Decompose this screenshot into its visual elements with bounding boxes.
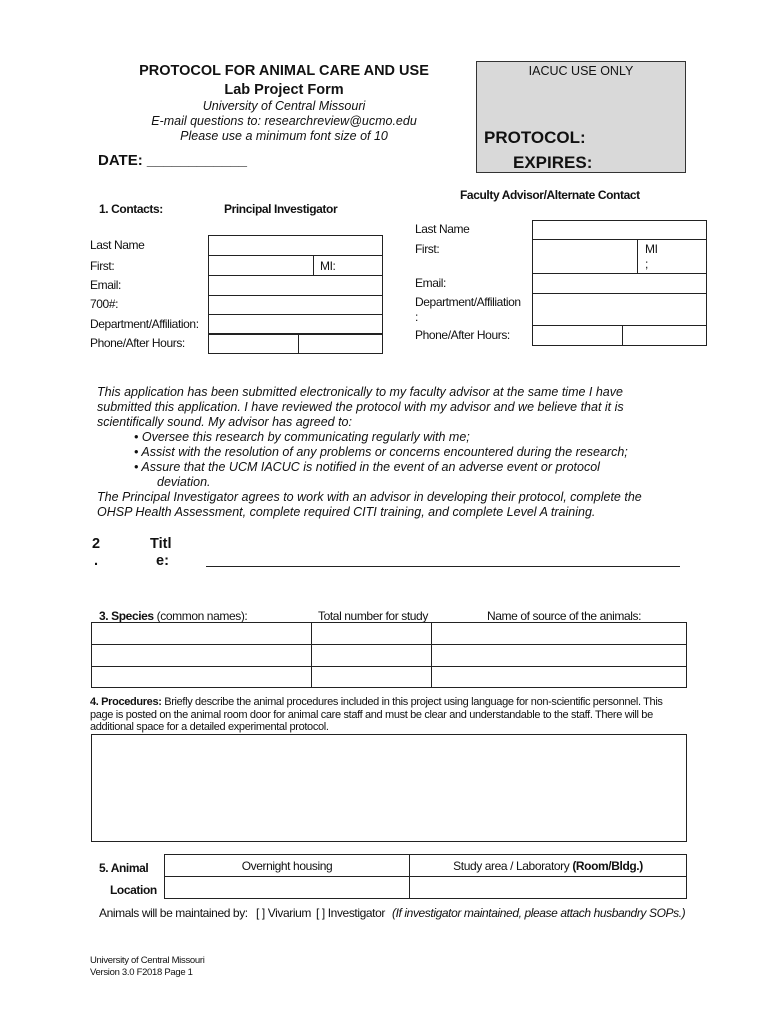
pi-mi-label: MI: (320, 259, 336, 273)
iacuc-title: IACUC USE ONLY (528, 64, 634, 78)
advisor-heading: Faculty Advisor/Alternate Contact (460, 188, 640, 202)
housing-header-cell (164, 854, 410, 877)
pi-last-name-field[interactable] (208, 235, 383, 256)
advisor-dept-colon: : (415, 310, 418, 324)
statement-bullet: • Assist with the resolution of any problems or concerns encountered during the research; (134, 445, 628, 459)
species-name-cell[interactable] (91, 666, 312, 688)
room-bldg-text: (Room/Bldg.) (572, 859, 643, 873)
procedures-text: Briefly describe the animal procedures included in this project using language for non-scientific personnel. This (161, 696, 663, 708)
procedures-text: page is posted on the animal room door for animal care staff and must be clear and understandable to the staff. There will be (90, 708, 653, 721)
footer-version: Version 3.0 F2018 Page 1 (90, 967, 193, 978)
pi-dept-field[interactable] (208, 314, 383, 334)
form-title: PROTOCOL FOR ANIMAL CARE AND USE (139, 63, 429, 79)
statement-bullet-continuation: deviation. (157, 475, 211, 489)
title-input-line[interactable] (206, 566, 680, 567)
footer (90, 955, 205, 979)
statement-line: The Principal Investigator agrees to work with an advisor in developing their protocol, complete the (97, 490, 642, 504)
font-size-note: Please use a minimum font size of 10 (180, 129, 388, 143)
statement-line: This application has been submitted electronically to my faculty advisor at the same time I have (97, 385, 623, 399)
advisor-first-label: First: (415, 242, 440, 256)
advisor-mi-semicolon: ; (645, 257, 648, 271)
pi-dept-label: Department/Affiliation: (90, 317, 199, 331)
pi-phone-label: Phone/After Hours: (90, 336, 185, 350)
advisor-dept-field[interactable] (532, 293, 707, 326)
pi-heading: Principal Investigator (224, 202, 338, 216)
advisor-dept-label: Department/Affiliation (415, 295, 521, 309)
species-total-header: Total number for study (318, 609, 428, 623)
advisor-last-name-label: Last Name (415, 222, 470, 236)
study-area-header-cell (409, 854, 687, 877)
title-label-cont: e: (156, 553, 169, 569)
advisor-mi-field[interactable] (637, 239, 707, 274)
pi-last-name-label: Last Name (90, 238, 145, 252)
title-section-number-dot: . (94, 553, 99, 569)
advisor-email-field[interactable] (532, 273, 707, 294)
study-area-header (410, 859, 686, 873)
procedures-label: 4. Procedures: (90, 696, 162, 708)
procedures-text: additional space for a detailed experimental protocol. (90, 721, 329, 733)
husbandry-note: (If investigator maintained, please attach husbandry SOPs.) (392, 906, 686, 920)
species-label-bold: 3. Species (99, 609, 154, 623)
housing-cell[interactable] (164, 876, 410, 899)
statement-bullet: • Oversee this research by communicating regularly with me; (134, 430, 470, 444)
species-source-header: Name of source of the animals: (487, 609, 642, 623)
protocol-label: PROTOCOL: (484, 128, 586, 147)
species-source-cell[interactable] (431, 644, 687, 667)
advisor-after-hours-field[interactable] (622, 325, 707, 346)
pi-email-label: Email: (90, 278, 121, 292)
study-area-text: Study area / Laboratory (453, 859, 573, 873)
species-total-cell[interactable] (311, 622, 432, 645)
location-label-cont: Location (110, 883, 157, 897)
iacuc-use-only-box (476, 61, 686, 173)
study-area-cell[interactable] (409, 876, 687, 899)
statement-bullet: • Assure that the UCM IACUC is notified in the event of an adverse event or protocol (134, 460, 600, 474)
species-name-cell[interactable] (91, 644, 312, 667)
advisor-last-name-field[interactable] (532, 220, 707, 240)
title-section-number: 2 (92, 536, 101, 552)
form-subtitle: Lab Project Form (224, 82, 344, 98)
vivarium-checkbox[interactable]: [ ] Vivarium (256, 906, 311, 920)
email-line: E-mail questions to: researchreview@ucmo.edu (151, 114, 417, 128)
advisor-first-field[interactable] (532, 239, 638, 274)
advisor-phone-label: Phone/After Hours: (415, 328, 510, 342)
species-name-cell[interactable] (91, 622, 312, 645)
pi-mi-field[interactable] (313, 255, 383, 276)
species-source-cell[interactable] (431, 666, 687, 688)
contacts-section-label: 1. Contacts: (99, 202, 163, 216)
statement-line: OHSP Health Assessment, complete required CITI training, and complete Level A training. (97, 505, 596, 519)
advisor-mi-label: MI (645, 242, 658, 256)
advisor-email-label: Email: (415, 276, 446, 290)
pi-after-hours-field[interactable] (298, 334, 383, 354)
date-label: DATE: ____________ (98, 152, 247, 169)
species-source-cell[interactable] (431, 622, 687, 645)
maintained-by-label: Animals will be maintained by: (99, 906, 248, 920)
statement-line: scientifically sound. My advisor has agreed to: (97, 415, 352, 429)
footer-university: University of Central Missouri (90, 955, 205, 966)
species-label (99, 609, 247, 623)
pi-700-field[interactable] (208, 295, 383, 315)
pi-first-label: First: (90, 259, 115, 273)
investigator-checkbox[interactable]: [ ] Investigator (316, 906, 385, 920)
expires-label: EXPIRES: (513, 153, 593, 172)
species-label-rest: (common names): (153, 609, 248, 623)
species-total-cell[interactable] (311, 644, 432, 667)
pi-700-label: 700#: (90, 297, 119, 311)
advisor-phone-field[interactable] (532, 325, 623, 346)
housing-header: Overnight housing (241, 859, 333, 873)
advisor-statement (97, 385, 642, 520)
statement-line: submitted this application. I have reviewed the protocol with my advisor and we believe that it is (97, 400, 624, 414)
pi-phone-field[interactable] (208, 334, 299, 354)
species-total-cell[interactable] (311, 666, 432, 688)
location-label: 5. Animal (99, 861, 149, 875)
pi-first-field[interactable] (208, 255, 314, 276)
pi-email-field[interactable] (208, 275, 383, 296)
university-name: University of Central Missouri (202, 99, 366, 113)
procedures-text-area[interactable] (91, 734, 687, 842)
title-label: Titl (150, 536, 172, 552)
procedures-instructions (90, 696, 663, 734)
